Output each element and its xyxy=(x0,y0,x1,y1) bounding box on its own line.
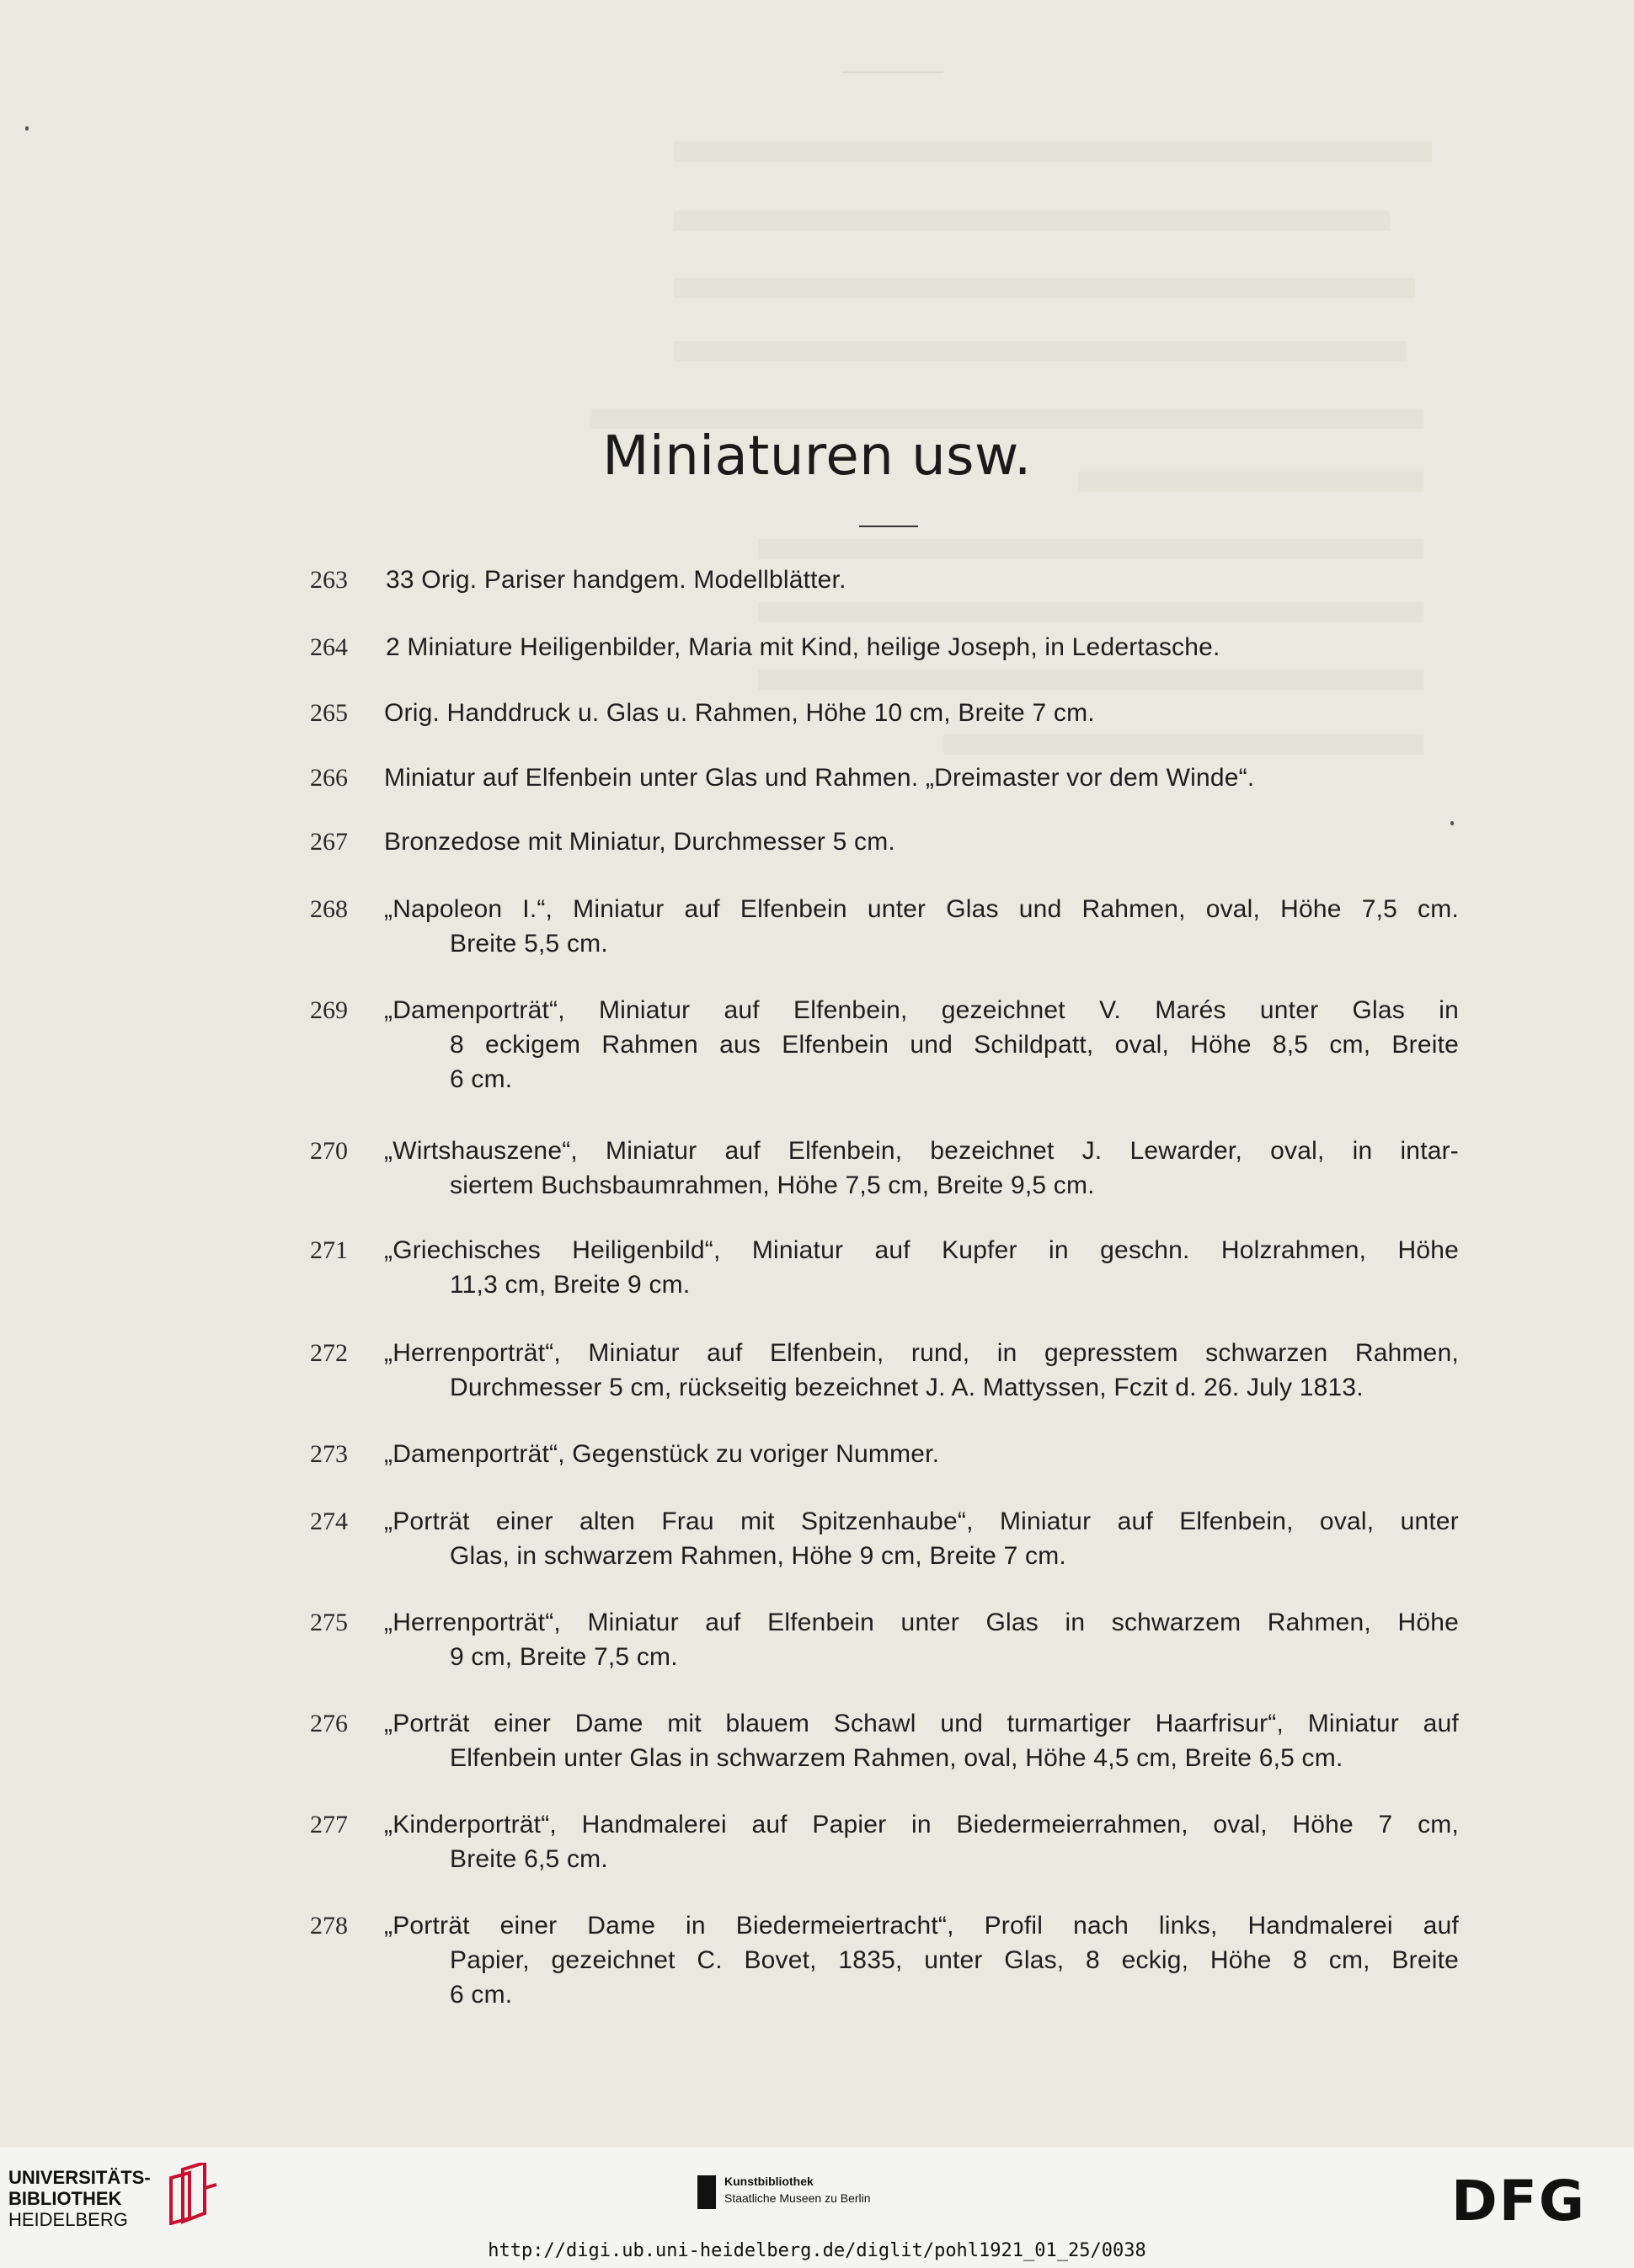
speck-mark xyxy=(25,126,29,131)
entry-number: 267 xyxy=(310,828,348,856)
library-line-3: HEIDELBERG xyxy=(8,2209,128,2230)
entry-text-line: 8 eckigem Rahmen aus Elfenbein und Schildpatt, oval, Höhe 8,5 cm, Breite xyxy=(450,1031,1459,1059)
speck-mark xyxy=(1450,821,1454,825)
partner-title: Kunstbibliothek xyxy=(724,2175,814,2188)
entry-number: 274 xyxy=(310,1508,348,1535)
entry-number: 273 xyxy=(310,1440,348,1468)
library-line-1: UNIVERSITÄTS- xyxy=(8,2167,151,2188)
entry-text-line: Breite 6,5 cm. xyxy=(450,1845,608,1873)
kunstbibliothek-logo-icon xyxy=(697,2175,716,2209)
dfg-logo: DFG xyxy=(1451,2169,1587,2233)
page-title: Miniaturen usw. xyxy=(602,425,1032,488)
entry-text-line: „Wirtshauszene“, Miniatur auf Elfenbein, bezeichnet J. Lewarder, oval, in intar- xyxy=(384,1137,1459,1165)
entry-text-line: Bronzedose mit Miniatur, Durchmesser 5 cm. xyxy=(384,828,895,856)
entry-text-line: „Griechisches Heiligenbild“, Miniatur auf Kupfer in geschn. Holzrahmen, Höhe xyxy=(384,1236,1459,1264)
entry-text-line: Papier, gezeichnet C. Bovet, 1835, unter Glas, 8 eckig, Höhe 8 cm, Breite xyxy=(450,1946,1459,1974)
entry-text-line: „Kinderporträt“, Handmalerei auf Papier in Biedermeierrahmen, oval, Höhe 7 cm, xyxy=(384,1811,1459,1838)
entry-text-line: Glas, in schwarzem Rahmen, Höhe 9 cm, Breite 7 cm. xyxy=(450,1542,1066,1570)
library-line-2: BIBLIOTHEK xyxy=(8,2188,122,2209)
entry-text-line: „Herrenporträt“, Miniatur auf Elfenbein unter Glas in schwarzem Rahmen, Höhe xyxy=(384,1609,1459,1636)
entry-text-line: 11,3 cm, Breite 9 cm. xyxy=(450,1271,691,1299)
entry-number: 278 xyxy=(310,1912,348,1940)
entry-text-line: „Porträt einer Dame in Biedermeiertracht“, Profil nach links, Handmalerei auf xyxy=(384,1912,1459,1940)
title-divider xyxy=(859,526,918,527)
entry-text-line: 6 cm. xyxy=(450,1981,513,2009)
entry-number: 265 xyxy=(310,699,348,727)
entry-text-line: „Napoleon I.“, Miniatur auf Elfenbein unter Glas und Rahmen, oval, Höhe 7,5 cm. xyxy=(384,895,1459,923)
entry-text-line: 2 Miniature Heiligenbilder, Maria mit Kind, heilige Joseph, in Ledertasche. xyxy=(386,633,1220,661)
entry-number: 268 xyxy=(310,895,348,923)
partner-subtitle: Staatliche Museen zu Berlin xyxy=(724,2191,871,2205)
entry-number: 277 xyxy=(310,1811,348,1838)
entry-number: 269 xyxy=(310,996,348,1024)
source-url[interactable]: http://digi.ub.uni-heidelberg.de/diglit/pohl1921_01_25/0038 xyxy=(488,2240,1146,2261)
entry-text-line: „Damenporträt“, Gegenstück zu voriger Nummer. xyxy=(384,1440,940,1468)
entry-number: 263 xyxy=(310,566,348,594)
entry-text-line: 33 Orig. Pariser handgem. Modellblätter. xyxy=(386,566,846,594)
entry-text-line: Elfenbein unter Glas in schwarzem Rahmen, oval, Höhe 4,5 cm, Breite 6,5 cm. xyxy=(450,1744,1343,1772)
entry-number: 270 xyxy=(310,1137,348,1165)
entry-text-line: Orig. Handdruck u. Glas u. Rahmen, Höhe 10 cm, Breite 7 cm. xyxy=(384,699,1095,727)
entry-number: 272 xyxy=(310,1339,348,1367)
entry-text-line: Breite 5,5 cm. xyxy=(450,930,608,958)
entry-text-line: 9 cm, Breite 7,5 cm. xyxy=(450,1643,678,1671)
entry-number: 276 xyxy=(310,1710,348,1737)
partner-name xyxy=(724,2173,871,2207)
entry-number: 266 xyxy=(310,764,348,792)
entry-text-line: „Damenporträt“, Miniatur auf Elfenbein, gezeichnet V. Marés unter Glas in xyxy=(384,996,1459,1024)
entry-number: 264 xyxy=(310,633,348,661)
library-name xyxy=(8,2167,151,2230)
entry-text-line: „Porträt einer alten Frau mit Spitzenhaube“, Miniatur auf Elfenbein, oval, unter xyxy=(384,1508,1459,1535)
entry-text-line: siertem Buchsbaumrahmen, Höhe 7,5 cm, Breite 9,5 cm. xyxy=(450,1171,1095,1199)
entry-text-line: 6 cm. xyxy=(450,1065,513,1093)
entry-text-line: Durchmesser 5 cm, rückseitig bezeichnet J. A. Mattyssen, Fczit d. 26. July 1813. xyxy=(450,1374,1364,1401)
entry-text-line: „Porträt einer Dame mit blauem Schawl und turmartiger Haarfrisur“, Miniatur auf xyxy=(384,1710,1459,1737)
entry-text-line: „Herrenporträt“, Miniatur auf Elfenbein, rund, in gepresstem schwarzen Rahmen, xyxy=(384,1339,1459,1367)
entry-text-line: Miniatur auf Elfenbein unter Glas und Rahmen. „Dreimaster vor dem Winde“. xyxy=(384,764,1255,792)
library-logo-icon xyxy=(164,2163,223,2225)
entry-number: 271 xyxy=(310,1236,348,1264)
entry-number: 275 xyxy=(310,1609,348,1636)
